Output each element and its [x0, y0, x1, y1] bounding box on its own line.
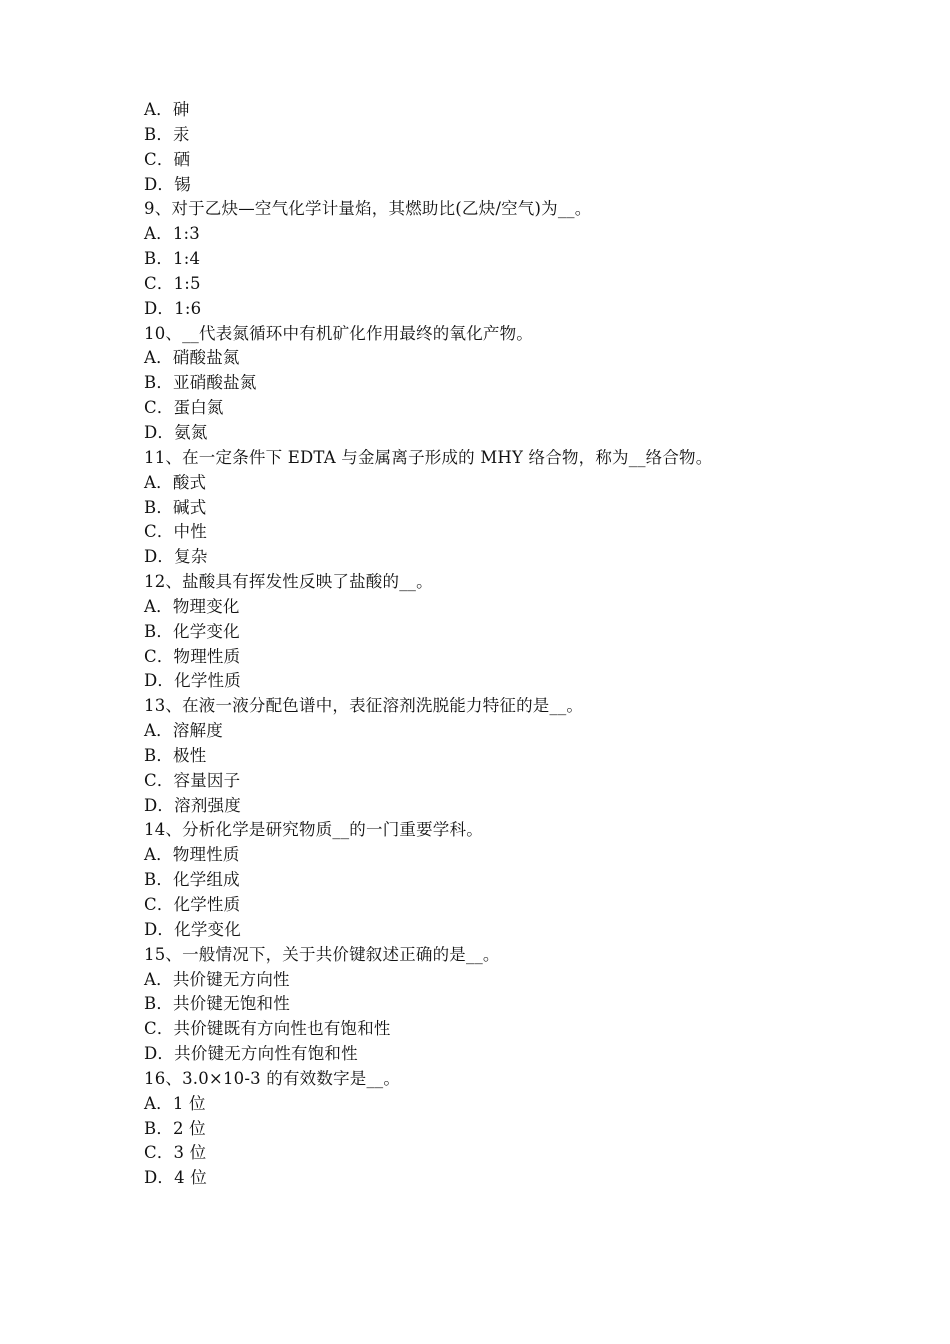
option-c: C．1:5 [144, 273, 201, 293]
option-c: C．蛋白氮 [144, 398, 224, 418]
option-c: C．化学性质 [144, 895, 241, 914]
option-b: B．极性 [144, 745, 207, 765]
option-b: B．2 位 [144, 1118, 206, 1138]
option-b: B．1:4 [144, 249, 201, 269]
option-d: D．锡 [144, 174, 191, 194]
option-b: B．碱式 [144, 497, 207, 517]
question-15: 15、一般情况下，关于共价键叙述正确的是__。 [144, 944, 500, 964]
question-10: 10、__代表氮循环中有机矿化作用最终的氧化产物。 [144, 323, 533, 343]
document-body [144, 98, 844, 1191]
option-d: D．共价键无方向性有饱和性 [144, 1044, 358, 1064]
option-a: A．1:3 [144, 224, 200, 244]
option-b: B．亚硝酸盐氮 [144, 373, 257, 393]
option-d: D．4 位 [144, 1168, 207, 1188]
option-c: C．中性 [144, 522, 207, 542]
option-d: D．复杂 [144, 547, 208, 567]
question-11: 11、在一定条件下 EDTA 与金属离子形成的 MHY 络合物，称为__络合物。 [144, 447, 713, 467]
question-12: 12、盐酸具有挥发性反映了盐酸的__。 [144, 572, 433, 592]
question-14: 14、分析化学是研究物质__的一门重要学科。 [144, 820, 483, 840]
option-c: C．共价键既有方向性也有饱和性 [144, 1019, 391, 1039]
option-b: B．化学变化 [144, 621, 240, 641]
question-9: 9、对于乙炔—空气化学计量焰，其燃助比(乙炔/空气)为__。 [144, 199, 592, 219]
question-16: 16、3.0×10-3 的有效数字是__。 [144, 1068, 401, 1088]
option-a: A．共价键无方向性 [144, 969, 290, 989]
option-c: C．物理性质 [144, 646, 241, 666]
option-a: A．硝酸盐氮 [144, 348, 240, 368]
option-d: D．化学变化 [144, 919, 241, 939]
option-b: B．共价键无饱和性 [144, 994, 290, 1014]
option-a: A．物理性质 [144, 845, 240, 865]
question-13: 13、在液一液分配色谱中，表征溶剂洗脱能力特征的是__。 [144, 696, 584, 716]
option-d: D．氨氮 [144, 422, 208, 442]
option-b: B．汞 [144, 124, 190, 144]
option-c: C．硒 [144, 149, 191, 169]
option-a: A．1 位 [144, 1093, 206, 1113]
option-a: A．酸式 [144, 472, 207, 492]
option-d: D．溶剂强度 [144, 795, 241, 815]
option-c: C．容量因子 [144, 770, 241, 790]
option-c: C．3 位 [144, 1143, 207, 1163]
option-a: A．砷 [144, 100, 190, 119]
option-a: A．溶解度 [144, 721, 223, 741]
option-b: B．化学组成 [144, 870, 240, 890]
option-a: A．物理变化 [144, 596, 240, 616]
option-d: D．1:6 [144, 298, 202, 318]
option-d: D．化学性质 [144, 671, 241, 691]
